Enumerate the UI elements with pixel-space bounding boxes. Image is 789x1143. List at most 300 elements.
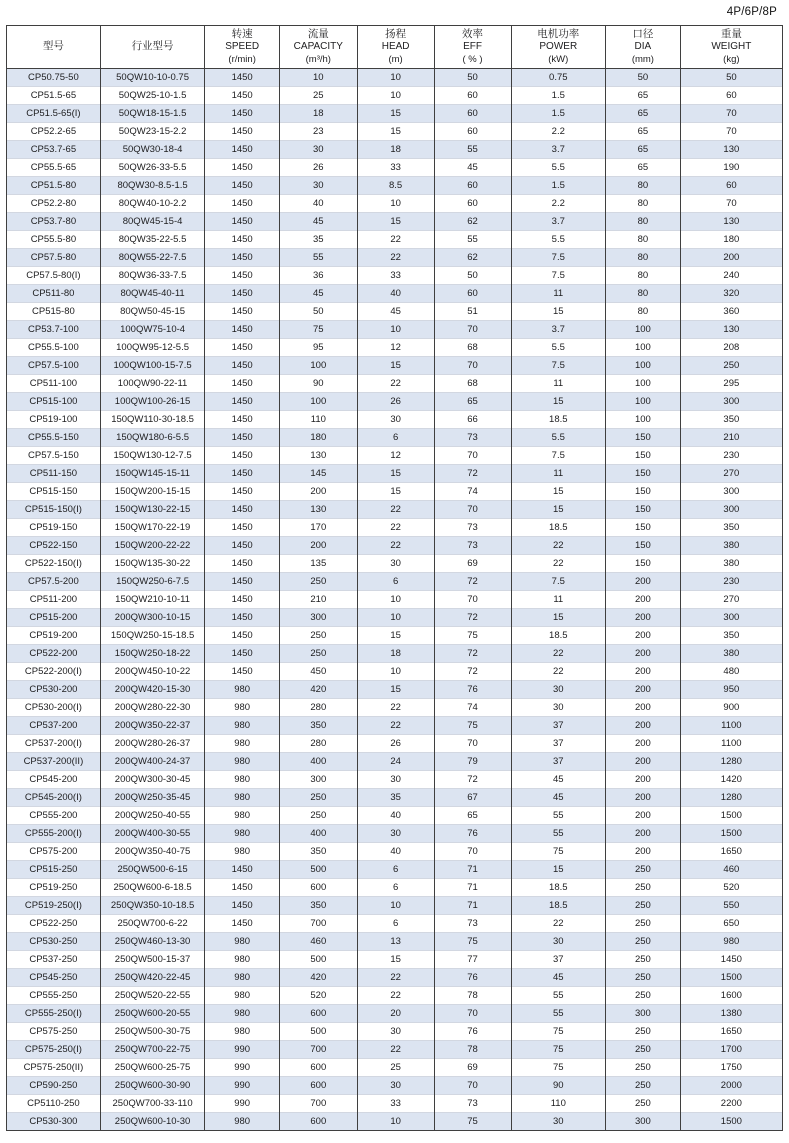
weight-cell: 380 [680, 645, 782, 663]
power-cell: 7.5 [511, 357, 606, 375]
weight-cell: 1500 [680, 807, 782, 825]
power-cell: 37 [511, 951, 606, 969]
head-cell: 45 [357, 303, 434, 321]
head-cell: 22 [357, 519, 434, 537]
industry-model-cell: 150QW200-22-22 [100, 537, 205, 555]
dia-cell: 250 [606, 1077, 681, 1095]
speed-cell: 1450 [205, 411, 280, 429]
head-cell: 8.5 [357, 177, 434, 195]
model-cell: CP545-250 [7, 969, 101, 987]
eff-cell: 72 [434, 609, 511, 627]
head-cell: 30 [357, 555, 434, 573]
table-row [7, 825, 783, 843]
eff-cell: 76 [434, 825, 511, 843]
head-cell: 15 [357, 483, 434, 501]
power-cell: 5.5 [511, 339, 606, 357]
dia-cell: 200 [606, 735, 681, 753]
weight-cell: 1700 [680, 1041, 782, 1059]
pump-spec-table [6, 25, 783, 1131]
model-cell: CP51.5-65(I) [7, 105, 101, 123]
eff-cell: 75 [434, 1113, 511, 1131]
industry-model-cell: 150QW180-6-5.5 [100, 429, 205, 447]
head-cell: 35 [357, 789, 434, 807]
speed-cell: 980 [205, 951, 280, 969]
model-cell: CP57.5-80 [7, 249, 101, 267]
power-cell: 22 [511, 915, 606, 933]
industry-model-cell: 150QW250-6-7.5 [100, 573, 205, 591]
speed-cell: 1450 [205, 195, 280, 213]
dia-cell: 65 [606, 123, 681, 141]
table-row [7, 357, 783, 375]
table-row [7, 717, 783, 735]
head-cell: 40 [357, 285, 434, 303]
power-cell: 7.5 [511, 249, 606, 267]
eff-cell: 76 [434, 1023, 511, 1041]
model-cell: CP575-200 [7, 843, 101, 861]
dia-cell: 200 [606, 573, 681, 591]
eff-cell: 55 [434, 141, 511, 159]
speed-cell: 1450 [205, 375, 280, 393]
power-cell: 1.5 [511, 177, 606, 195]
table-row [7, 1023, 783, 1041]
speed-cell: 990 [205, 1077, 280, 1095]
dia-cell: 50 [606, 69, 681, 87]
industry-model-cell: 200QW280-22-30 [100, 699, 205, 717]
table-row [7, 1041, 783, 1059]
model-cell: CP52.2-80 [7, 195, 101, 213]
model-cell: CP522-150(I) [7, 555, 101, 573]
model-cell: CP522-200(I) [7, 663, 101, 681]
table-row [7, 339, 783, 357]
dia-cell: 200 [606, 663, 681, 681]
capacity-cell: 135 [279, 555, 357, 573]
industry-model-cell: 250QW500-30-75 [100, 1023, 205, 1041]
capacity-cell: 95 [279, 339, 357, 357]
power-cell: 15 [511, 303, 606, 321]
weight-cell: 460 [680, 861, 782, 879]
head-cell: 15 [357, 681, 434, 699]
weight-cell: 980 [680, 933, 782, 951]
power-cell: 22 [511, 555, 606, 573]
table-header-row [7, 26, 783, 69]
power-cell: 2.2 [511, 123, 606, 141]
power-cell: 75 [511, 1041, 606, 1059]
industry-model-cell: 80QW45-40-11 [100, 285, 205, 303]
weight-cell: 210 [680, 429, 782, 447]
industry-model-cell: 200QW250-35-45 [100, 789, 205, 807]
dia-cell: 200 [606, 591, 681, 609]
table-row [7, 591, 783, 609]
eff-cell: 71 [434, 861, 511, 879]
model-cell: CP519-250 [7, 879, 101, 897]
head-cell: 22 [357, 501, 434, 519]
model-cell: CP53.7-100 [7, 321, 101, 339]
power-cell: 3.7 [511, 321, 606, 339]
head-cell: 26 [357, 393, 434, 411]
model-cell: CP537-200 [7, 717, 101, 735]
weight-cell: 1380 [680, 1005, 782, 1023]
eff-cell: 70 [434, 735, 511, 753]
head-cell: 15 [357, 951, 434, 969]
power-cell: 45 [511, 789, 606, 807]
speed-cell: 1450 [205, 393, 280, 411]
power-cell: 30 [511, 699, 606, 717]
table-row [7, 1059, 783, 1077]
table-row [7, 933, 783, 951]
dia-cell: 80 [606, 213, 681, 231]
weight-cell: 520 [680, 879, 782, 897]
industry-model-cell: 150QW110-30-18.5 [100, 411, 205, 429]
weight-cell: 650 [680, 915, 782, 933]
eff-cell: 69 [434, 555, 511, 573]
weight-cell: 300 [680, 483, 782, 501]
table-row [7, 573, 783, 591]
model-cell: CP537-250 [7, 951, 101, 969]
power-cell: 7.5 [511, 573, 606, 591]
industry-model-cell: 150QW130-12-7.5 [100, 447, 205, 465]
power-cell: 55 [511, 825, 606, 843]
power-cell: 1.5 [511, 105, 606, 123]
model-cell: CP55.5-100 [7, 339, 101, 357]
model-cell: CP53.7-65 [7, 141, 101, 159]
capacity-cell: 350 [279, 717, 357, 735]
eff-cell: 70 [434, 501, 511, 519]
capacity-cell: 210 [279, 591, 357, 609]
capacity-cell: 130 [279, 447, 357, 465]
capacity-cell: 420 [279, 969, 357, 987]
model-cell: CP537-200(II) [7, 753, 101, 771]
dia-cell: 250 [606, 1059, 681, 1077]
capacity-cell: 50 [279, 303, 357, 321]
weight-cell: 70 [680, 195, 782, 213]
speed-cell: 1450 [205, 537, 280, 555]
speed-cell: 1450 [205, 123, 280, 141]
model-cell: CP522-200 [7, 645, 101, 663]
head-cell: 30 [357, 411, 434, 429]
table-row [7, 915, 783, 933]
model-cell: CP530-200 [7, 681, 101, 699]
weight-cell: 320 [680, 285, 782, 303]
industry-model-cell: 200QW350-40-75 [100, 843, 205, 861]
eff-cell: 76 [434, 681, 511, 699]
power-cell: 7.5 [511, 267, 606, 285]
weight-cell: 60 [680, 87, 782, 105]
capacity-cell: 26 [279, 159, 357, 177]
model-cell: CP530-250 [7, 933, 101, 951]
head-cell: 10 [357, 1113, 434, 1131]
weight-cell: 300 [680, 501, 782, 519]
power-cell: 75 [511, 843, 606, 861]
eff-cell: 76 [434, 969, 511, 987]
industry-model-cell: 250QW600-20-55 [100, 1005, 205, 1023]
head-cell: 22 [357, 249, 434, 267]
eff-cell: 70 [434, 447, 511, 465]
speed-cell: 980 [205, 699, 280, 717]
dia-cell: 300 [606, 1113, 681, 1131]
speed-cell: 1450 [205, 915, 280, 933]
capacity-cell: 23 [279, 123, 357, 141]
industry-model-cell: 80QW35-22-5.5 [100, 231, 205, 249]
industry-model-cell: 100QW100-26-15 [100, 393, 205, 411]
capacity-cell: 700 [279, 1041, 357, 1059]
power-cell: 75 [511, 1023, 606, 1041]
power-cell: 15 [511, 861, 606, 879]
table-row [7, 843, 783, 861]
weight-cell: 208 [680, 339, 782, 357]
speed-cell: 980 [205, 1113, 280, 1131]
dia-cell: 200 [606, 609, 681, 627]
capacity-cell: 10 [279, 69, 357, 87]
dia-cell: 200 [606, 807, 681, 825]
speed-cell: 980 [205, 1005, 280, 1023]
speed-cell: 1450 [205, 897, 280, 915]
capacity-cell: 180 [279, 429, 357, 447]
eff-cell: 51 [434, 303, 511, 321]
industry-model-cell: 200QW250-40-55 [100, 807, 205, 825]
table-row [7, 753, 783, 771]
speed-cell: 980 [205, 717, 280, 735]
weight-cell: 350 [680, 627, 782, 645]
dia-cell: 150 [606, 447, 681, 465]
dia-cell: 80 [606, 303, 681, 321]
power-cell: 37 [511, 753, 606, 771]
eff-cell: 60 [434, 123, 511, 141]
head-cell: 25 [357, 1059, 434, 1077]
model-cell: CP555-200(I) [7, 825, 101, 843]
table-row [7, 537, 783, 555]
capacity-cell: 25 [279, 87, 357, 105]
dia-cell: 80 [606, 177, 681, 195]
head-cell: 10 [357, 609, 434, 627]
power-cell: 110 [511, 1095, 606, 1113]
capacity-cell: 520 [279, 987, 357, 1005]
industry-model-cell: 200QW420-15-30 [100, 681, 205, 699]
head-cell: 12 [357, 339, 434, 357]
dia-cell: 80 [606, 249, 681, 267]
speed-cell: 1450 [205, 573, 280, 591]
weight-cell: 1750 [680, 1059, 782, 1077]
eff-cell: 75 [434, 627, 511, 645]
table-row [7, 807, 783, 825]
model-cell: CP55.5-150 [7, 429, 101, 447]
power-cell: 1.5 [511, 87, 606, 105]
weight-cell: 130 [680, 141, 782, 159]
table-row [7, 627, 783, 645]
table-row [7, 465, 783, 483]
power-cell: 11 [511, 375, 606, 393]
model-cell: CP515-150(I) [7, 501, 101, 519]
dia-cell: 200 [606, 825, 681, 843]
table-row [7, 789, 783, 807]
weight-cell: 1100 [680, 735, 782, 753]
eff-cell: 60 [434, 87, 511, 105]
weight-cell: 230 [680, 573, 782, 591]
head-cell: 18 [357, 645, 434, 663]
capacity-cell: 250 [279, 807, 357, 825]
head-cell: 22 [357, 717, 434, 735]
weight-cell: 550 [680, 897, 782, 915]
table-header [7, 26, 783, 69]
capacity-cell: 18 [279, 105, 357, 123]
eff-cell: 74 [434, 699, 511, 717]
speed-cell: 1450 [205, 591, 280, 609]
speed-cell: 1450 [205, 303, 280, 321]
dia-cell: 100 [606, 321, 681, 339]
capacity-cell: 700 [279, 1095, 357, 1113]
head-cell: 20 [357, 1005, 434, 1023]
capacity-cell: 40 [279, 195, 357, 213]
speed-cell: 980 [205, 771, 280, 789]
model-cell: CP530-200(I) [7, 699, 101, 717]
dia-cell: 250 [606, 861, 681, 879]
power-cell: 0.75 [511, 69, 606, 87]
head-cell: 15 [357, 357, 434, 375]
column-header-model: 型号 [7, 26, 101, 69]
table-row [7, 987, 783, 1005]
table-row [7, 951, 783, 969]
eff-cell: 78 [434, 987, 511, 1005]
model-cell: CP575-250(I) [7, 1041, 101, 1059]
industry-model-cell: 200QW400-24-37 [100, 753, 205, 771]
table-row [7, 213, 783, 231]
model-cell: CP55.5-80 [7, 231, 101, 249]
capacity-cell: 500 [279, 1023, 357, 1041]
weight-cell: 1500 [680, 825, 782, 843]
power-cell: 55 [511, 1005, 606, 1023]
head-cell: 22 [357, 969, 434, 987]
speed-cell: 980 [205, 807, 280, 825]
model-cell: CP555-200 [7, 807, 101, 825]
dia-cell: 250 [606, 1041, 681, 1059]
weight-cell: 1100 [680, 717, 782, 735]
model-cell: CP511-100 [7, 375, 101, 393]
capacity-cell: 130 [279, 501, 357, 519]
capacity-cell: 145 [279, 465, 357, 483]
model-cell: CP511-150 [7, 465, 101, 483]
table-row [7, 1113, 783, 1131]
table-row [7, 303, 783, 321]
industry-model-cell: 80QW30-8.5-1.5 [100, 177, 205, 195]
dia-cell: 200 [606, 771, 681, 789]
industry-model-cell: 200QW300-30-45 [100, 771, 205, 789]
power-cell: 11 [511, 465, 606, 483]
industry-model-cell: 150QW250-15-18.5 [100, 627, 205, 645]
power-cell: 90 [511, 1077, 606, 1095]
power-cell: 30 [511, 681, 606, 699]
eff-cell: 70 [434, 357, 511, 375]
industry-model-cell: 50QW18-15-1.5 [100, 105, 205, 123]
head-cell: 10 [357, 195, 434, 213]
weight-cell: 250 [680, 357, 782, 375]
dia-cell: 250 [606, 897, 681, 915]
industry-model-cell: 50QW10-10-0.75 [100, 69, 205, 87]
table-row [7, 105, 783, 123]
speed-cell: 1450 [205, 465, 280, 483]
speed-cell: 980 [205, 681, 280, 699]
industry-model-cell: 150QW210-10-11 [100, 591, 205, 609]
power-cell: 5.5 [511, 159, 606, 177]
table-row [7, 177, 783, 195]
power-cell: 15 [511, 393, 606, 411]
head-cell: 26 [357, 735, 434, 753]
speed-cell: 1450 [205, 501, 280, 519]
speed-cell: 1450 [205, 861, 280, 879]
speed-cell: 1450 [205, 645, 280, 663]
capacity-cell: 170 [279, 519, 357, 537]
industry-model-cell: 250QW520-22-55 [100, 987, 205, 1005]
dia-cell: 80 [606, 285, 681, 303]
capacity-cell: 280 [279, 735, 357, 753]
eff-cell: 73 [434, 1095, 511, 1113]
power-cell: 37 [511, 735, 606, 753]
industry-model-cell: 250QW500-6-15 [100, 861, 205, 879]
model-cell: CP50.75-50 [7, 69, 101, 87]
industry-model-cell: 80QW55-22-7.5 [100, 249, 205, 267]
industry-model-cell: 50QW30-18-4 [100, 141, 205, 159]
industry-model-cell: 200QW350-22-37 [100, 717, 205, 735]
weight-cell: 50 [680, 69, 782, 87]
eff-cell: 79 [434, 753, 511, 771]
power-cell: 18.5 [511, 411, 606, 429]
model-cell: CP530-300 [7, 1113, 101, 1131]
table-row [7, 123, 783, 141]
speed-cell: 1450 [205, 609, 280, 627]
power-cell: 18.5 [511, 897, 606, 915]
weight-cell: 1450 [680, 951, 782, 969]
power-cell: 75 [511, 1059, 606, 1077]
dia-cell: 150 [606, 501, 681, 519]
model-cell: CP522-150 [7, 537, 101, 555]
weight-cell: 70 [680, 105, 782, 123]
capacity-cell: 500 [279, 861, 357, 879]
table-row [7, 501, 783, 519]
power-cell: 18.5 [511, 879, 606, 897]
industry-model-cell: 250QW600-10-30 [100, 1113, 205, 1131]
eff-cell: 78 [434, 1041, 511, 1059]
dia-cell: 100 [606, 393, 681, 411]
power-cell: 3.7 [511, 213, 606, 231]
model-cell: CP511-200 [7, 591, 101, 609]
industry-model-cell: 100QW75-10-4 [100, 321, 205, 339]
dia-cell: 150 [606, 429, 681, 447]
speed-cell: 1450 [205, 321, 280, 339]
eff-cell: 65 [434, 807, 511, 825]
dia-cell: 250 [606, 951, 681, 969]
eff-cell: 70 [434, 591, 511, 609]
head-cell: 15 [357, 627, 434, 645]
head-cell: 33 [357, 1095, 434, 1113]
capacity-cell: 700 [279, 915, 357, 933]
table-row [7, 393, 783, 411]
model-cell: CP537-200(I) [7, 735, 101, 753]
dia-cell: 250 [606, 879, 681, 897]
power-cell: 11 [511, 591, 606, 609]
dia-cell: 150 [606, 465, 681, 483]
speed-cell: 1450 [205, 663, 280, 681]
industry-model-cell: 50QW26-33-5.5 [100, 159, 205, 177]
model-cell: CP53.7-80 [7, 213, 101, 231]
eff-cell: 72 [434, 771, 511, 789]
capacity-cell: 200 [279, 537, 357, 555]
power-cell: 18.5 [511, 519, 606, 537]
industry-model-cell: 150QW135-30-22 [100, 555, 205, 573]
capacity-cell: 600 [279, 1059, 357, 1077]
capacity-cell: 500 [279, 951, 357, 969]
weight-cell: 70 [680, 123, 782, 141]
table-row [7, 771, 783, 789]
speed-cell: 1450 [205, 141, 280, 159]
weight-cell: 300 [680, 393, 782, 411]
